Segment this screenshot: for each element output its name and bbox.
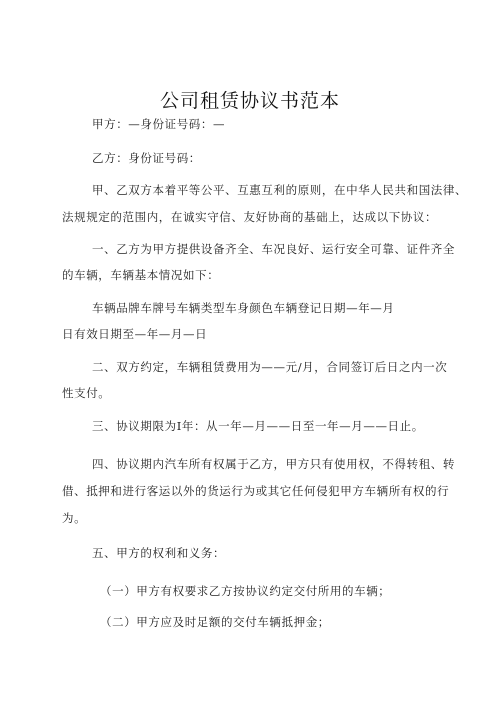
preamble-line-1: 甲、乙双方本着平等公平、互惠互利的原则，在中华人民共和国法律、 bbox=[92, 183, 468, 197]
document-title: 公司租赁协议书范本 bbox=[159, 90, 340, 112]
vehicle-info-line-1: 车辆品牌车牌号车辆类型车身颜色车辆登记日期—年—月 bbox=[92, 301, 395, 315]
party-b-line: 乙方：身份证号码： bbox=[92, 151, 201, 165]
clause-2-line-2: 性支付。 bbox=[62, 386, 111, 400]
clause-1-line-2: 的车辆，车辆基本情况如下： bbox=[62, 268, 220, 282]
clause-5-item-2: （二）甲方应及时足额的交付车辆抵押金； bbox=[100, 615, 330, 629]
clause-4-line-3: 为。 bbox=[62, 511, 87, 525]
clause-3-line: 三、协议期限为Ⅰ年：从一年—月——日至一年—月——日止。 bbox=[92, 419, 424, 433]
vehicle-info-line-2: 日有效日期至—年—月—日 bbox=[62, 327, 208, 341]
clause-5-heading: 五、甲方的权利和义务： bbox=[92, 546, 226, 560]
clause-4-line-2: 借、抵押和进行客运以外的货运行为或其它任何侵犯甲方车辆所有权的行 bbox=[62, 484, 450, 498]
clause-2-line-1: 二、双方约定，车辆租赁费用为——元/月，合同签订后日之内一次 bbox=[92, 360, 448, 374]
preamble-line-2: 法规规定的范围内，在诚实守信、友好协商的基础上，达成以下协议： bbox=[62, 210, 438, 224]
clause-4-line-1: 四、协议期内汽车所有权属于乙方，甲方只有使用权，不得转租、转 bbox=[92, 457, 455, 471]
clause-5-item-1: （一）甲方有权要求乙方按协议约定交付所用的车辆； bbox=[100, 584, 391, 598]
clause-1-line-1: 一、乙方为甲方提供设备齐全、车况良好、运行安全可靠、证件齐全 bbox=[92, 242, 455, 256]
party-a-line: 甲方：—身份证号码：— bbox=[92, 117, 226, 131]
